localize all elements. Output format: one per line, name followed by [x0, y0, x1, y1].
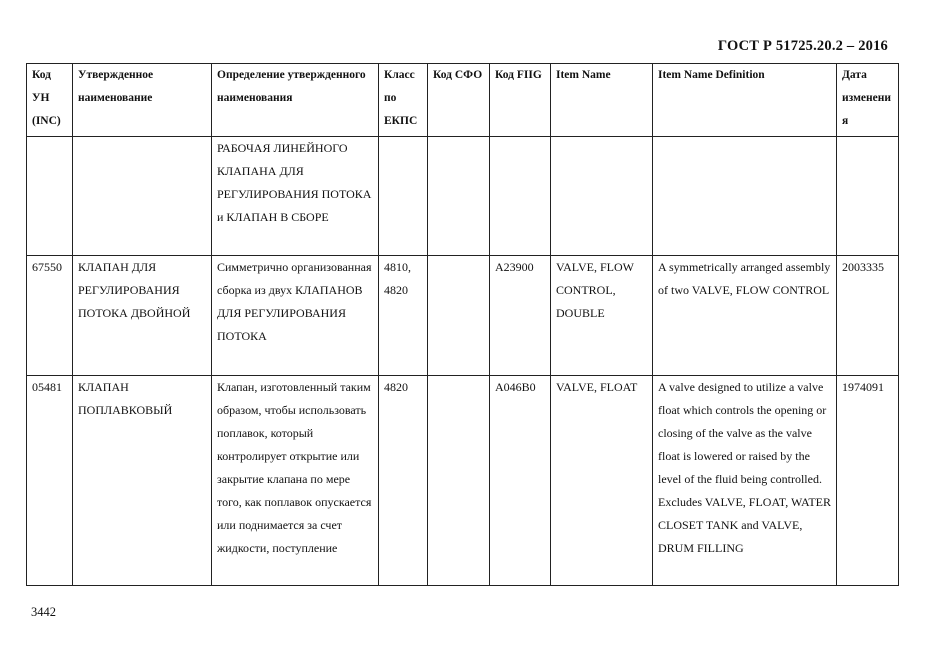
cell-fiig: [490, 137, 551, 256]
cell-fiig: A046B0: [490, 376, 551, 586]
table-row: [27, 256, 899, 376]
gost-table: [26, 63, 899, 586]
col-header-code: Код УН (INC): [27, 64, 73, 137]
cell-fiig: A23900: [490, 256, 551, 376]
table-header-row: [27, 64, 899, 137]
col-header-class: Класс по ЕКПС: [379, 64, 428, 137]
col-header-name: Утвержденное наименование: [73, 64, 212, 137]
cell-code: 05481: [27, 376, 73, 586]
cell-date: 1974091: [837, 376, 899, 586]
cell-date: [837, 137, 899, 256]
page-number: 3442: [31, 605, 56, 619]
cell-class: 4810, 4820: [379, 256, 428, 376]
cell-definition: Клапан, изготовленный таким образом, чтобы использовать поплавок, который контролирует открытие или закрытие клапана по мере того, как поплавок опускается или поднимается за счет жидкости, поступление: [212, 376, 379, 586]
cell-item-definition: A valve designed to utilize a valve float which controls the opening or closing of the valve as the valve float is lowered or raised by the level of the fluid being controlled. Excludes VALVE, FLOAT, WATER CLOSET TANK and VALVE, DRUM FILLING: [653, 376, 837, 586]
col-header-fiig: Код FIIG: [490, 64, 551, 137]
cell-item-name: [551, 137, 653, 256]
cell-item-name: VALVE, FLOAT: [551, 376, 653, 586]
cell-code: [27, 137, 73, 256]
cell-code: 67550: [27, 256, 73, 376]
document-title: ГОСТ Р 51725.20.2 – 2016: [717, 38, 888, 54]
table-row: [27, 376, 899, 586]
table-row: [27, 137, 899, 256]
col-header-item-name: Item Name: [551, 64, 653, 137]
cell-definition: РАБОЧАЯ ЛИНЕЙНОГО КЛАПАНА ДЛЯ РЕГУЛИРОВАНИЯ ПОТОКА и КЛАПАН В СБОРЕ: [212, 137, 379, 256]
col-header-item-definition: Item Name Definition: [653, 64, 837, 137]
cell-date: 2003335: [837, 256, 899, 376]
cell-name: [73, 137, 212, 256]
col-header-date: Дата изменения: [837, 64, 899, 137]
cell-name: КЛАПАН ПОПЛАВКОВЫЙ: [73, 376, 212, 586]
cell-class: [379, 137, 428, 256]
cell-item-definition: A symmetrically arranged assembly of two VALVE, FLOW CONTROL: [653, 256, 837, 376]
cell-name: КЛАПАН ДЛЯ РЕГУЛИРОВАНИЯ ПОТОКА ДВОЙНОЙ: [73, 256, 212, 376]
cell-definition: Симметрично организованная сборка из двух КЛАПАНОВ ДЛЯ РЕГУЛИРОВАНИЯ ПОТОКА: [212, 256, 379, 376]
cell-sfo: [428, 137, 490, 256]
cell-item-name: VALVE, FLOW CONTROL, DOUBLE: [551, 256, 653, 376]
cell-class: 4820: [379, 376, 428, 586]
col-header-definition: Определение утвержденного наименования: [212, 64, 379, 137]
cell-sfo: [428, 256, 490, 376]
col-header-sfo: Код СФО: [428, 64, 490, 137]
cell-item-definition: [653, 137, 837, 256]
cell-sfo: [428, 376, 490, 586]
